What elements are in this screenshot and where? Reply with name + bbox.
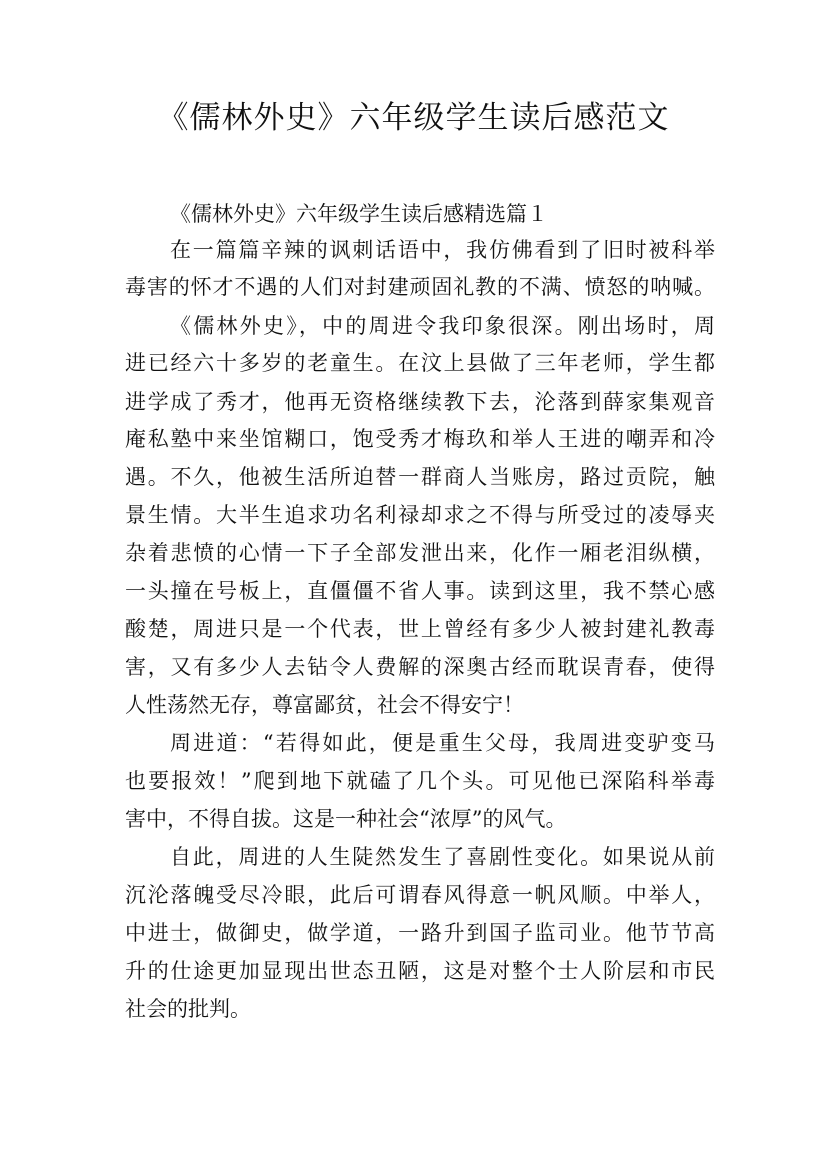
paragraph-line: 《儒林外史》，中的周进令我印象很深。刚出场时，周 (170, 314, 715, 338)
paragraph-line: 在一篇篇辛辣的讽刺话语中，我仿佛看到了旧时被科举 (170, 238, 715, 262)
paragraph-line: 中进士，做御史，做学道，一路升到国子监司业。他节节高 (125, 921, 715, 945)
paragraph-line: 一头撞在号板上，直僵僵不省人事。读到这里，我不禁心感 (125, 579, 715, 603)
paragraph-line: 升的仕途更加显现出世态丑陋，这是对整个士人阶层和市民 (125, 959, 715, 983)
paragraph-line: 酸楚，周进只是一个代表，世上曾经有多少人被封建礼教毒 (125, 617, 715, 641)
paragraph-line: 毒害的怀才不遇的人们对封建顽固礼教的不满、愤怒的呐喊。 (125, 275, 715, 299)
paragraph-line: 进已经六十多岁的老童生。在汶上县做了三年老师，学生都 (125, 351, 715, 375)
paragraph-line: 遇。不久，他被生活所迫替一群商人当账房，路过贡院，触 (125, 465, 715, 489)
paragraph-line: 周进道：“若得如此，便是重生父母，我周进变驴变马 (170, 731, 715, 755)
section-heading: 《儒林外史》六年级学生读后感精选篇１ (170, 202, 548, 226)
paragraph-line: 杂着悲愤的心情一下子全部发泄出来，化作一厢老泪纵横， (125, 541, 715, 565)
paragraph-line: 人性荡然无存，尊富鄙贫，社会不得安宁！ (125, 693, 524, 717)
paragraph-line: 害，又有多少人去钻令人费解的深奥古经而耽误青春，使得 (125, 655, 715, 679)
paragraph-line: 自此，周进的人生陡然发生了喜剧性变化。如果说从前 (170, 845, 715, 869)
paragraph-line: 景生情。大半生追求功名利禄却求之不得与所受过的凌辱夹 (125, 503, 715, 527)
paragraph-line: 庵私塾中来坐馆糊口，饱受秀才梅玖和举人王进的嘲弄和冷 (125, 427, 715, 451)
paragraph-line: 沉沦落魄受尽冷眼，此后可谓春风得意一帆风顺。中举人， (125, 883, 715, 907)
paragraph-line: 害中，不得自拔。这是一种社会“浓厚”的风气。 (125, 807, 567, 831)
document-title: 《儒林外史》六年级学生读后感范文 (157, 100, 670, 136)
paragraph-line: 社会的批判。 (125, 997, 251, 1021)
paragraph-line: 进学成了秀才，他再无资格继续教下去，沦落到薛家集观音 (125, 390, 715, 414)
paragraph-line: 也要报效！”爬到地下就磕了几个头。可见他已深陷科举毒 (125, 769, 715, 793)
